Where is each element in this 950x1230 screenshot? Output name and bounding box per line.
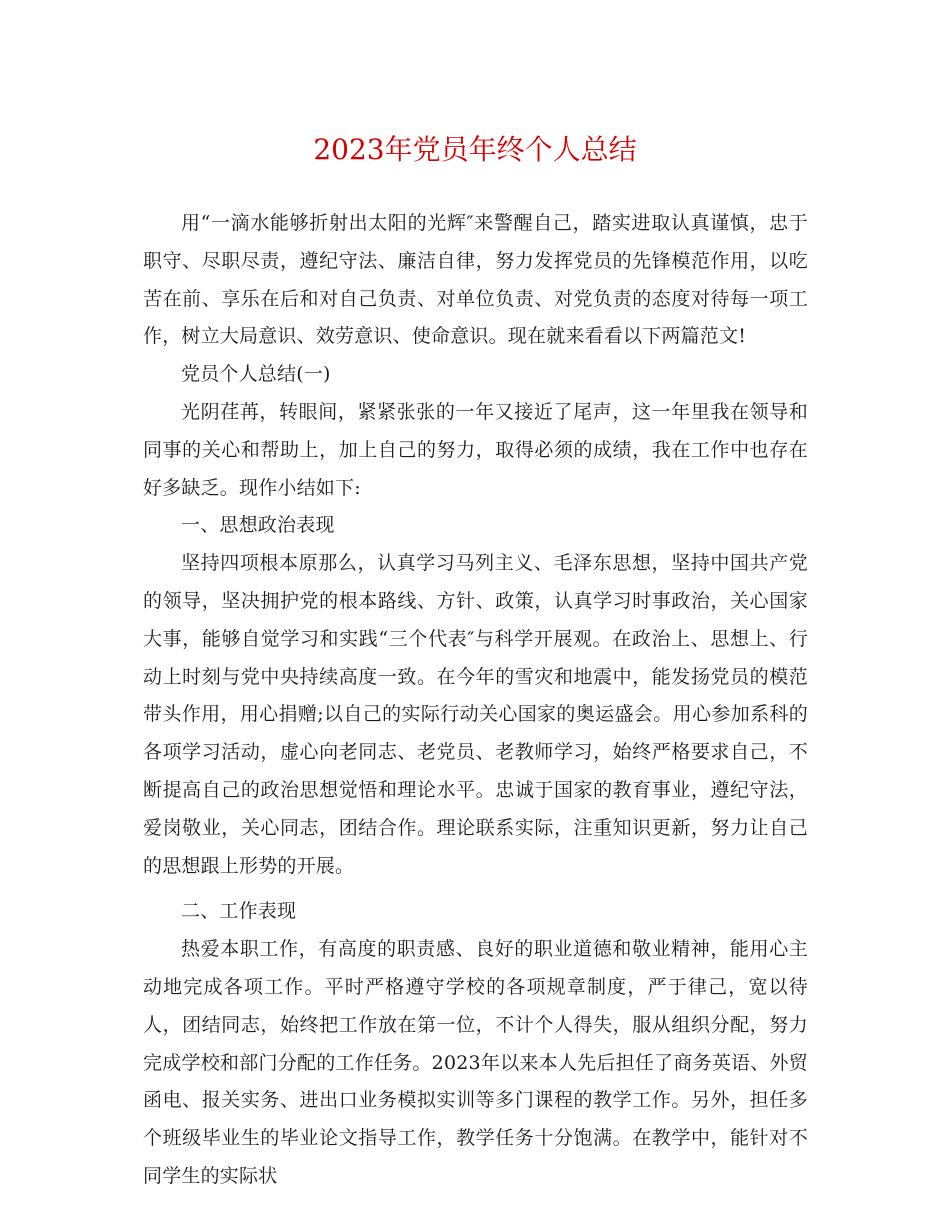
section-heading-political: 一、思想政治表现 (181, 514, 335, 537)
section-gap (143, 885, 808, 893)
political-paragraph: 坚持四项根本原那么，认真学习马列主义、毛泽东思想，坚持中国共产党的领导，坚决拥护党的根本路线、方针、政策，认真学习时事政治，关心国家大事，能够自觉学习和实践“三个代表″与科学开展观。在政治上、思想上、行动上时刻与党中央持续高度一致。在今年的雪灾和地震中，能发扬党员的模范带头作用，用心捐赠;以自己的实际行动关心国家的奥运盛会。用心参加系科的各项学习活动，虚心向老同志、老党员、老教师学习，始终严格要求自己，不断提高自己的政治思想觉悟和理论水平。忠诚于国家的教育事业，遵纪守法，爱岗敬业，关心同志，团结合作。理论联系实际，注重知识更新，努力让自己的思想跟上形势的开展。 (143, 552, 808, 877)
document-title: 2023年党员年终个人总结 (313, 133, 637, 166)
work-paragraph: 热爱本职工作，有高度的职责感、良好的职业道德和敬业精神，能用心主动地完成各项工作。平时严格遵守学校的各项规章制度，严于律己，宽以待人，团结同志，始终把工作放在第一位，不计个人得失，服从组织分配，努力完成学校和部门分配的工作任务。2023年以来本人先后担任了商务英语、外贸函电、报关实务、进出口业务模拟实训等多门课程的教学工作。另外，担任多个班级毕业生的毕业论文指导工作，教学任务十分饱满。在教学中，能针对不同学生的实际状 (143, 938, 808, 1187)
section-heading-work: 二、工作表现 (181, 900, 297, 923)
opening-paragraph: 光阴荏苒，转眼间，紧紧张张的一年又接近了尾声，这一年里我在领导和同事的关心和帮助上，加上自己的努力，取得必须的成绩，我在工作中也存在好多缺乏。现作小结如下: (143, 400, 808, 499)
document-body (143, 205, 808, 1196)
intro-paragraph: 用“一滴水能够折射出太阳的光辉″来警醒自己，踏实进取认真谨慎，忠于职守、尽职尽责，遵纪守法、廉洁自律，努力发挥党员的先锋模范作用，以吃苦在前、享乐在后和对自己负责、对单位负责、对党负责的态度对待每一项工作，树立大局意识、效劳意识、使命意识。现在就来看看以下两篇范文! (143, 212, 808, 348)
section-heading-summary-one: 党员个人总结(一) (181, 363, 331, 386)
